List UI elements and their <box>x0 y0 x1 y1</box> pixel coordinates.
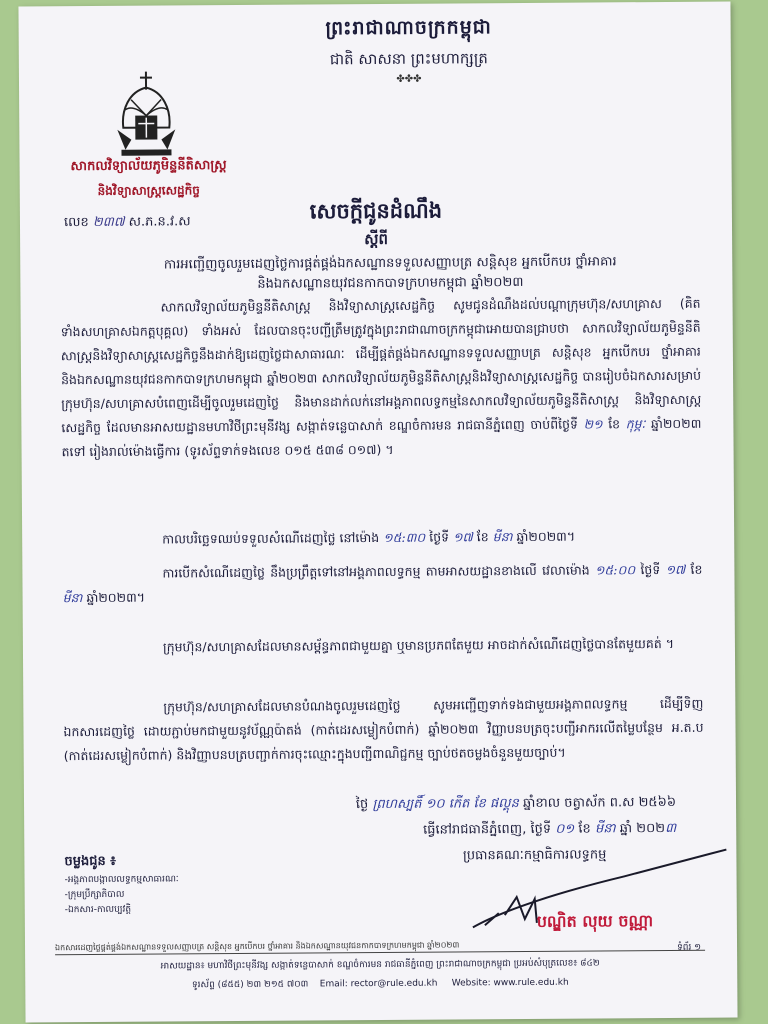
place-label: ធ្វើនៅរាជធានីភ្នំពេញ, ថ្ងៃទី <box>423 821 552 838</box>
university-faculty: និងវិទ្យាសាស្ត្រសេដ្ឋកិច្ច <box>97 183 200 198</box>
carbon-copy-list <box>64 853 179 918</box>
lunar-date-handwritten: ព្រហស្បតិ៍ ១០ កើត ខែ ផល្គុន <box>372 796 519 813</box>
paragraph-1-month-label: ខែ <box>608 416 621 432</box>
opening-time: ១៥:០០ <box>594 562 636 578</box>
footer-address: អាសយដ្ឋាន៖ មហាវិថីព្រះមុនីវង្ស សង្កាត់ទន្លេបាសាក់ ខណ្ឌចំការមន រាជធានីភ្នំពេញ ព្រះរាជាណាចក្រកម្ពុជា ប្រអប់សំបុត្រលេខ៖ ៨៤២ <box>160 958 600 972</box>
lunar-prefix: ថ្ងៃ <box>355 797 369 813</box>
paragraph-4: ក្រុមហ៊ុន/សហគ្រាសដែលមានសម្ព័ន្ធភាពជាមួយគ្នា ឬមានប្រភពតែមួយ អាចដាក់សំណើដេញថ្លៃបានតែមួយគត់ ។ <box>162 635 674 655</box>
cc-item: -ក្រុមប្រឹក្សាភិបាល <box>64 889 125 901</box>
document-page <box>18 2 737 1023</box>
footer-phone: ទូរស័ព្ទ (៨៥៥) ២៣ ២១៥ ៧០៣ <box>191 979 309 991</box>
ref-prefix: លេខ <box>63 215 89 231</box>
footer-repeat-title: ឯកសារដេញថ្លៃផ្គត់ផ្គង់ឯកសណ្ឋានទទួលសញ្ញាបត្រ សន្តិសុខ អ្នកបើកបរ ថ្នាំអាគារ និងឯកសណ្ឋានយុវជនកាកបាទក្រហមកម្ពុជា ឆ្នាំ២០២៣ <box>55 940 460 953</box>
national-motto: ជាតិ សាសនា ព្រះមហាក្សត្រ <box>329 49 488 69</box>
paragraph-5: ក្រុមហ៊ុន/សហគ្រាសដែលមានបំណងចូលរួមដេញថ្លៃ សូមអញ្ជើញទាក់ទងជាមួយអង្គភាពលទ្ធកម្ម ដើម្បីទិញឯកសារដេញថ្លៃ ដោយភ្ជាប់មកជាមួយនូវប័ណ្ណប៉ាតង់ (កាត់ដេរសម្លៀកបំពាក់) ឆ្នាំ២០២៣ វិញ្ញាបនបត្រចុះបញ្ជីអាករលើតម្លៃបន្ថែម អ.ត.ប (កាត់ដេរសម្លៀកបំពាក់) និងវិញ្ញាបនបត្របញ្ជាក់ការចុះឈ្មោះក្នុងបញ្ជីពាណិជ្ជកម្ម ច្បាប់ថតចម្លងចំនួនមួយច្បាប់។ <box>63 695 704 764</box>
footer-email: Email: rector@rule.edu.kh <box>319 978 438 990</box>
opening-text-c: ខែ <box>690 561 703 577</box>
paragraph-1-text: សាកលវិទ្យាល័យភូមិន្ទនីតិសាស្ត្រ និងវិទ្យាសាស្ត្រសេដ្ឋកិច្ច សូមជូនដំណឹងដល់បណ្តាក្រុមហ៊ុន/សហគ្រាស (គិតទាំងសហគ្រាសឯកត្តបុគ្គល) ទាំងអស់ ដែលបានចុះបញ្ជីត្រឹមត្រូវក្នុងព្រះរាជាណាចក្រកម្ពុជាអោយបានជ្រាបថា សាកលវិទ្យាល័យភូមិន្ទនីតិសាស្ត្រនិងវិទ្យាសាស្ត្រសេដ្ឋកិច្ចនឹងដាក់ឱ្យដេញថ្លៃជាសាធារណៈ ដើម្បីផ្គត់ផ្គង់ឯកសណ្ឋានទទួលសញ្ញាបត្រ សន្តិសុខ អ្នកបើកបរ ថ្នាំអាគារ និងឯកសណ្ឋានយុវជនកាកបាទក្រហមកម្ពុជា ឆ្នាំ២០២៣ សាកលវិទ្យាល័យភូមិន្ទនីតិសាស្ត្រនិងវិទ្យាសាស្ត្រសេដ្ឋកិច្ច បានរៀបចំឯកសារសម្រាប់ក្រុមហ៊ុន/សហគ្រាសបំពេញដើម្បីចូលរួមដេញថ្លៃ និងមានដាក់លក់នៅអង្គភាពលទ្ធកម្មនៃសាកលវិទ្យាល័យភូមិន្ទនីតិសាស្ត្រ និងវិទ្យាសាស្ត្រសេដ្ឋកិច្ច ដែលមានអាសយដ្ឋានមហាវិថីព្រះមុនីវង្ស សង្កាត់ទន្លេបាសាក់ ខណ្ឌចំការមន រាជធានីភ្នំពេញ ចាប់ពីថ្ងៃទី <box>60 295 702 436</box>
document-footer <box>55 938 705 994</box>
solar-month: មីនា <box>594 821 616 837</box>
page-number: ទំព័រ ១ <box>677 942 702 953</box>
subject-line-1: ការអញ្ជើញចូលរួមដេញថ្លៃការផ្គត់ផ្គង់ឯកសណ្ឋានទទួលសញ្ញាបត្រ សន្តិសុខ អ្នកបើកបរ ថ្នាំអាគារ <box>163 254 617 273</box>
university-name-block <box>34 157 264 202</box>
paragraph-1 <box>60 292 701 464</box>
university-emblem-icon <box>111 69 182 159</box>
kingdom-header <box>279 15 539 86</box>
university-name: សាកលវិទ្យាល័យភូមិន្ទនីតិសាស្ត្រ <box>70 158 227 175</box>
deadline-day: ១៧ <box>452 529 473 545</box>
paragraph-1-tail: ឆ្នាំ២០២៣ តទៅ រៀងរាល់ម៉ោងធ្វើការ (ទូរស័ព្ទទាក់ទងលេខ ០១៥ ៥៣៨ ០១៧) ។ <box>61 415 702 460</box>
opening-text-a: ការបើកសំណើដេញថ្លៃ នឹងប្រព្រឹត្តទៅនៅអង្គភាពលទ្ធកម្ម តាមអាសយដ្ឋានខាងលើ វេលាម៉ោង <box>162 562 590 581</box>
subject-label: ស្តីពី <box>364 229 389 249</box>
opening-text-b: ថ្ងៃទី <box>640 562 661 578</box>
year-label: ឆ្នាំ ២០២ <box>619 821 666 837</box>
document-title: សេចក្តីជូនដំណឹង <box>309 198 443 224</box>
deadline-text-a: កាលបរិច្ឆេទឈប់ទទួលសំណើដេញថ្លៃ នៅម៉ោង <box>162 529 380 547</box>
ref-number: ២៣៧ <box>92 214 125 230</box>
kingdom-name: ព្រះរាជាណាចក្រកម្ពុជា <box>325 16 492 40</box>
lunar-year: ឆ្នាំខាល ចត្វាស័ក ព.ស ២៥៦៦ <box>522 794 677 811</box>
opening-day: ១៧ <box>665 561 686 577</box>
lunar-date-line <box>356 794 676 815</box>
subject-line-2: និងឯកសណ្ឋានយុវជនកាកបាទក្រហមកម្ពុជា ឆ្នាំ២០២៣ <box>257 274 524 292</box>
paragraph-3 <box>62 558 702 610</box>
deadline-text-c: ខែ <box>476 529 489 545</box>
ornament-divider: ✤✤✤ <box>396 73 422 85</box>
opening-text-d: ឆ្នាំ២០២៣។ <box>86 589 146 606</box>
cc-item: -ឯកសារ-កាលប្បវត្តិ <box>64 904 132 916</box>
signatory-role: ប្រធានគណៈកម្មាធិការលទ្ធកម្ម <box>462 847 607 864</box>
cc-item: -អង្គភាពបង្កាលលទ្ធកម្មសាធារណៈ <box>64 874 179 886</box>
paragraph-2 <box>162 524 702 552</box>
footer-website: Website: www.rule.edu.kh <box>451 977 569 989</box>
deadline-text-d: ឆ្នាំ២០២៣។ <box>516 528 576 545</box>
deadline-time: ១៥:៣០ <box>383 529 426 545</box>
opening-month: មីនា <box>62 590 83 606</box>
cc-heading: ចម្លងជូន ៖ <box>64 853 116 870</box>
deadline-month: មីនា <box>492 529 513 545</box>
deadline-text-b: ថ្ងៃទី <box>429 529 450 545</box>
footer-contact <box>55 976 705 994</box>
solar-day: ០១ <box>555 821 575 837</box>
paragraph-1-month: កុម្ភៈ <box>625 416 646 432</box>
paragraph-1-day: ២១ <box>583 416 603 432</box>
year-last-digit: ៣ <box>665 820 677 837</box>
month-label: ខែ <box>578 821 591 837</box>
signatory-name: បណ្ឌិត លុយ ចណ្ណា <box>536 911 654 931</box>
ref-suffix: ស.ភ.ន.វ.ស <box>128 214 191 230</box>
